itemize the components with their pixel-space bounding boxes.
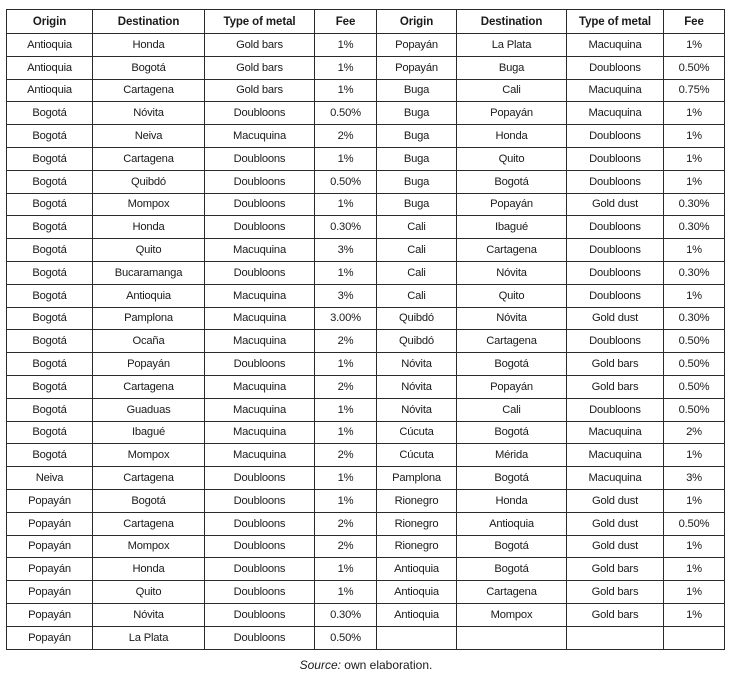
cell-destination-right: Quito [457, 147, 567, 170]
cell-fee-right: 1% [664, 34, 725, 57]
cell-destination-right: Antioquia [457, 512, 567, 535]
cell-origin-left: Antioquia [7, 34, 93, 57]
cell-origin-left: Bogotá [7, 444, 93, 467]
table-row [7, 125, 725, 148]
cell-fee-left: 2% [315, 535, 377, 558]
cell-destination-left: Ocaña [93, 330, 205, 353]
cell-metal-type-left: Macuquina [205, 307, 315, 330]
cell-fee-right: 0.50% [664, 330, 725, 353]
cell-metal-type-right: Gold bars [567, 603, 664, 626]
cell-destination-left: Cartagena [93, 375, 205, 398]
cell-fee-left: 1% [315, 261, 377, 284]
cell-metal-type-right: Macuquina [567, 467, 664, 490]
cell-origin-right: Popayán [377, 34, 457, 57]
cell-fee-right: 0.30% [664, 307, 725, 330]
header-destination-right: Destination [457, 10, 567, 34]
cell-metal-type-right: Gold dust [567, 489, 664, 512]
cell-fee-left: 1% [315, 558, 377, 581]
cell-metal-type-right: Doubloons [567, 147, 664, 170]
cell-metal-type-right: Doubloons [567, 216, 664, 239]
cell-destination-right: Bogotá [457, 467, 567, 490]
table-row [7, 216, 725, 239]
cell-origin-right: Rionegro [377, 535, 457, 558]
table-body [7, 34, 725, 650]
cell-destination-right: Mompox [457, 603, 567, 626]
cell-metal-type-left: Doubloons [205, 626, 315, 649]
cell-metal-type-right: Macuquina [567, 102, 664, 125]
cell-origin-right: Cali [377, 284, 457, 307]
cell-origin-left: Neiva [7, 467, 93, 490]
table-row [7, 56, 725, 79]
cell-metal-type-right: Doubloons [567, 125, 664, 148]
cell-destination-left: La Plata [93, 626, 205, 649]
cell-destination-left: Pamplona [93, 307, 205, 330]
cell-fee-right: 0.50% [664, 398, 725, 421]
table-header-row [7, 10, 725, 34]
table-row [7, 170, 725, 193]
cell-origin-left: Popayán [7, 581, 93, 604]
cell-fee-left: 1% [315, 79, 377, 102]
cell-destination-left: Bucaramanga [93, 261, 205, 284]
cell-origin-right: Rionegro [377, 489, 457, 512]
cell-destination-left: Bogotá [93, 489, 205, 512]
cell-fee-right: 1% [664, 147, 725, 170]
cell-fee-right: 3% [664, 467, 725, 490]
table-row [7, 558, 725, 581]
cell-fee-left: 1% [315, 193, 377, 216]
cell-origin-right: Buga [377, 79, 457, 102]
cell-fee-left: 0.50% [315, 626, 377, 649]
cell-origin-right: Buga [377, 147, 457, 170]
cell-origin-right: Nóvita [377, 353, 457, 376]
cell-metal-type-right: Doubloons [567, 170, 664, 193]
cell-metal-type-right [567, 626, 664, 649]
cell-origin-left: Popayán [7, 535, 93, 558]
cell-fee-right: 1% [664, 581, 725, 604]
table-row [7, 421, 725, 444]
cell-destination-right: Buga [457, 56, 567, 79]
cell-metal-type-right: Doubloons [567, 261, 664, 284]
cell-destination-left: Honda [93, 216, 205, 239]
cell-destination-right: Honda [457, 125, 567, 148]
cell-fee-right: 1% [664, 535, 725, 558]
cell-fee-right: 2% [664, 421, 725, 444]
table-row [7, 261, 725, 284]
cell-origin-left: Bogotá [7, 398, 93, 421]
cell-destination-right: Cartagena [457, 581, 567, 604]
cell-fee-left: 1% [315, 489, 377, 512]
cell-origin-left: Popayán [7, 558, 93, 581]
cell-fee-left: 0.50% [315, 170, 377, 193]
table-row [7, 467, 725, 490]
cell-fee-left: 1% [315, 34, 377, 57]
cell-destination-right: Bogotá [457, 535, 567, 558]
cell-origin-right: Cúcuta [377, 421, 457, 444]
cell-fee-right: 0.30% [664, 216, 725, 239]
table-row [7, 626, 725, 649]
cell-metal-type-left: Doubloons [205, 489, 315, 512]
table-row [7, 193, 725, 216]
cell-fee-left: 0.30% [315, 216, 377, 239]
table-row [7, 512, 725, 535]
cell-fee-left: 1% [315, 398, 377, 421]
table-row [7, 375, 725, 398]
header-destination-left: Destination [93, 10, 205, 34]
cell-destination-left: Nóvita [93, 102, 205, 125]
cell-metal-type-left: Doubloons [205, 102, 315, 125]
cell-metal-type-right: Gold dust [567, 307, 664, 330]
cell-origin-left: Bogotá [7, 239, 93, 262]
cell-metal-type-right: Gold bars [567, 375, 664, 398]
cell-metal-type-right: Gold bars [567, 558, 664, 581]
cell-origin-left: Bogotá [7, 330, 93, 353]
cell-metal-type-left: Doubloons [205, 558, 315, 581]
cell-metal-type-right: Doubloons [567, 398, 664, 421]
cell-fee-right: 0.50% [664, 375, 725, 398]
cell-metal-type-left: Macuquina [205, 375, 315, 398]
cell-metal-type-right: Gold bars [567, 353, 664, 376]
cell-metal-type-left: Doubloons [205, 512, 315, 535]
cell-metal-type-left: Gold bars [205, 34, 315, 57]
cell-destination-left: Antioquia [93, 284, 205, 307]
cell-origin-left: Bogotá [7, 102, 93, 125]
cell-fee-right: 0.30% [664, 261, 725, 284]
cell-metal-type-right: Doubloons [567, 284, 664, 307]
cell-origin-right: Rionegro [377, 512, 457, 535]
cell-metal-type-left: Macuquina [205, 239, 315, 262]
cell-metal-type-left: Macuquina [205, 421, 315, 444]
cell-metal-type-left: Gold bars [205, 79, 315, 102]
cell-destination-left: Cartagena [93, 147, 205, 170]
cell-destination-left: Honda [93, 34, 205, 57]
cell-destination-right: Cartagena [457, 330, 567, 353]
cell-destination-right: Bogotá [457, 170, 567, 193]
cell-metal-type-right: Macuquina [567, 421, 664, 444]
cell-origin-left: Bogotá [7, 284, 93, 307]
cell-destination-right: Popayán [457, 193, 567, 216]
cell-destination-right: Honda [457, 489, 567, 512]
cell-destination-right: Popayán [457, 375, 567, 398]
header-origin-left: Origin [7, 10, 93, 34]
cell-metal-type-left: Doubloons [205, 535, 315, 558]
cell-metal-type-right: Macuquina [567, 34, 664, 57]
cell-metal-type-right: Doubloons [567, 239, 664, 262]
cell-fee-right: 1% [664, 489, 725, 512]
cell-destination-left: Cartagena [93, 512, 205, 535]
cell-origin-right: Buga [377, 102, 457, 125]
cell-origin-left: Bogotá [7, 193, 93, 216]
cell-origin-right: Antioquia [377, 581, 457, 604]
cell-origin-left: Bogotá [7, 170, 93, 193]
cell-metal-type-left: Doubloons [205, 581, 315, 604]
cell-fee-right: 0.50% [664, 512, 725, 535]
cell-destination-right: Bogotá [457, 421, 567, 444]
cell-metal-type-right: Macuquina [567, 444, 664, 467]
header-metal-type-right: Type of metal [567, 10, 664, 34]
table-row [7, 102, 725, 125]
table-row [7, 34, 725, 57]
cell-origin-left: Popayán [7, 489, 93, 512]
cell-destination-left: Popayán [93, 353, 205, 376]
table-row [7, 79, 725, 102]
cell-fee-left: 3.00% [315, 307, 377, 330]
cell-fee-left: 1% [315, 56, 377, 79]
cell-fee-right: 1% [664, 102, 725, 125]
cell-origin-left: Bogotá [7, 353, 93, 376]
table-row [7, 307, 725, 330]
cell-destination-right: Ibagué [457, 216, 567, 239]
cell-origin-left: Popayán [7, 626, 93, 649]
cell-destination-left: Cartagena [93, 79, 205, 102]
cell-metal-type-left: Doubloons [205, 261, 315, 284]
cell-fee-left: 0.50% [315, 102, 377, 125]
cell-fee-left: 2% [315, 512, 377, 535]
cell-destination-left: Cartagena [93, 467, 205, 490]
cell-fee-left: 3% [315, 284, 377, 307]
metal-transport-fee-table [6, 9, 725, 650]
cell-origin-right: Cali [377, 239, 457, 262]
cell-origin-left: Popayán [7, 512, 93, 535]
header-metal-type-left: Type of metal [205, 10, 315, 34]
cell-origin-left: Bogotá [7, 125, 93, 148]
cell-destination-right [457, 626, 567, 649]
header-origin-right: Origin [377, 10, 457, 34]
table-row [7, 444, 725, 467]
table-row [7, 489, 725, 512]
cell-fee-right: 0.75% [664, 79, 725, 102]
cell-destination-left: Mompox [93, 535, 205, 558]
cell-metal-type-left: Doubloons [205, 147, 315, 170]
cell-origin-right: Cali [377, 261, 457, 284]
cell-origin-left: Bogotá [7, 216, 93, 239]
cell-metal-type-left: Doubloons [205, 467, 315, 490]
cell-fee-left: 0.30% [315, 603, 377, 626]
cell-destination-left: Quibdó [93, 170, 205, 193]
cell-origin-left: Antioquia [7, 56, 93, 79]
cell-fee-left: 2% [315, 444, 377, 467]
cell-fee-right: 1% [664, 125, 725, 148]
cell-metal-type-right: Doubloons [567, 330, 664, 353]
cell-destination-right: Nóvita [457, 307, 567, 330]
header-fee-right: Fee [664, 10, 725, 34]
cell-fee-left: 1% [315, 581, 377, 604]
cell-metal-type-right: Gold dust [567, 535, 664, 558]
cell-metal-type-left: Doubloons [205, 603, 315, 626]
cell-fee-left: 2% [315, 375, 377, 398]
table-row [7, 147, 725, 170]
cell-metal-type-left: Doubloons [205, 353, 315, 376]
cell-metal-type-right: Gold dust [567, 512, 664, 535]
cell-metal-type-right: Gold dust [567, 193, 664, 216]
cell-destination-left: Neiva [93, 125, 205, 148]
cell-destination-right: Cali [457, 398, 567, 421]
cell-metal-type-left: Doubloons [205, 216, 315, 239]
cell-metal-type-left: Doubloons [205, 170, 315, 193]
cell-fee-left: 1% [315, 467, 377, 490]
cell-origin-left: Bogotá [7, 375, 93, 398]
source-text: own elaboration. [340, 658, 433, 672]
cell-fee-right: 0.30% [664, 193, 725, 216]
cell-origin-right: Pamplona [377, 467, 457, 490]
header-fee-left: Fee [315, 10, 377, 34]
cell-origin-right: Buga [377, 193, 457, 216]
cell-fee-left: 1% [315, 353, 377, 376]
cell-fee-right [664, 626, 725, 649]
cell-metal-type-right: Doubloons [567, 56, 664, 79]
cell-origin-left: Bogotá [7, 307, 93, 330]
cell-fee-left: 1% [315, 421, 377, 444]
cell-origin-left: Bogotá [7, 261, 93, 284]
cell-destination-right: Quito [457, 284, 567, 307]
cell-metal-type-left: Macuquina [205, 330, 315, 353]
cell-origin-left: Bogotá [7, 147, 93, 170]
cell-fee-right: 1% [664, 239, 725, 262]
cell-origin-left: Bogotá [7, 421, 93, 444]
cell-metal-type-right: Macuquina [567, 79, 664, 102]
cell-metal-type-left: Macuquina [205, 125, 315, 148]
cell-origin-right: Quibdó [377, 330, 457, 353]
cell-fee-left: 2% [315, 330, 377, 353]
table-row [7, 330, 725, 353]
cell-destination-right: Popayán [457, 102, 567, 125]
cell-origin-right: Popayán [377, 56, 457, 79]
cell-fee-left: 2% [315, 125, 377, 148]
source-label: Source: [299, 658, 341, 672]
cell-origin-right: Nóvita [377, 398, 457, 421]
cell-destination-right: Cali [457, 79, 567, 102]
cell-fee-right: 1% [664, 170, 725, 193]
cell-destination-left: Ibagué [93, 421, 205, 444]
table-row [7, 284, 725, 307]
cell-fee-right: 1% [664, 444, 725, 467]
cell-origin-right: Antioquia [377, 603, 457, 626]
cell-metal-type-left: Macuquina [205, 284, 315, 307]
table-source-caption [0, 658, 732, 672]
cell-destination-left: Bogotá [93, 56, 205, 79]
cell-metal-type-left: Gold bars [205, 56, 315, 79]
cell-origin-right: Quibdó [377, 307, 457, 330]
cell-destination-left: Mompox [93, 193, 205, 216]
cell-fee-right: 1% [664, 284, 725, 307]
cell-origin-right: Cali [377, 216, 457, 239]
cell-origin-right: Nóvita [377, 375, 457, 398]
cell-fee-left: 3% [315, 239, 377, 262]
cell-destination-left: Honda [93, 558, 205, 581]
cell-destination-right: Nóvita [457, 261, 567, 284]
cell-destination-left: Mompox [93, 444, 205, 467]
cell-destination-left: Nóvita [93, 603, 205, 626]
cell-origin-right: Buga [377, 125, 457, 148]
table-row [7, 581, 725, 604]
cell-origin-right: Cúcuta [377, 444, 457, 467]
table-row [7, 353, 725, 376]
table-row [7, 535, 725, 558]
cell-metal-type-left: Doubloons [205, 193, 315, 216]
table-row [7, 398, 725, 421]
cell-destination-right: Cartagena [457, 239, 567, 262]
cell-metal-type-right: Gold bars [567, 581, 664, 604]
table-row [7, 603, 725, 626]
cell-origin-right: Antioquia [377, 558, 457, 581]
cell-destination-left: Guaduas [93, 398, 205, 421]
cell-fee-right: 0.50% [664, 56, 725, 79]
cell-fee-right: 1% [664, 603, 725, 626]
cell-destination-right: La Plata [457, 34, 567, 57]
cell-destination-left: Quito [93, 581, 205, 604]
cell-origin-right [377, 626, 457, 649]
cell-destination-left: Quito [93, 239, 205, 262]
table-row [7, 239, 725, 262]
cell-fee-right: 0.50% [664, 353, 725, 376]
cell-origin-right: Buga [377, 170, 457, 193]
cell-metal-type-left: Macuquina [205, 398, 315, 421]
cell-origin-left: Popayán [7, 603, 93, 626]
cell-destination-right: Bogotá [457, 558, 567, 581]
cell-fee-right: 1% [664, 558, 725, 581]
cell-destination-right: Mérida [457, 444, 567, 467]
cell-destination-right: Bogotá [457, 353, 567, 376]
cell-metal-type-left: Macuquina [205, 444, 315, 467]
cell-fee-left: 1% [315, 147, 377, 170]
cell-origin-left: Antioquia [7, 79, 93, 102]
